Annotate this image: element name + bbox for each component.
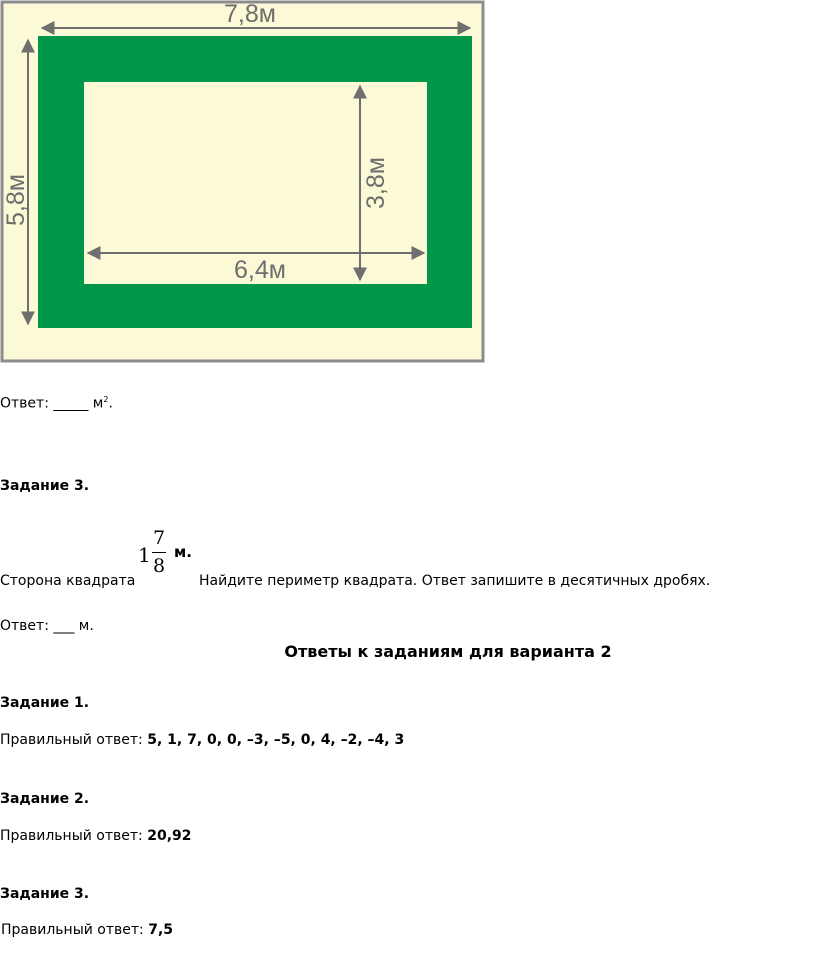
q2-answer-sup: 2 [103, 395, 109, 404]
answer1-label: Правильный ответ: [0, 732, 148, 748]
answer1-heading: Задание 1. [0, 695, 90, 711]
fraction-numerator: 7 [153, 527, 166, 549]
task3-answer-line: Ответ: ___ м. [0, 618, 94, 634]
answer3-line [1, 922, 173, 938]
task3-text-before: Сторона квадрата [0, 573, 136, 589]
task3-heading: Задание 3. [0, 478, 90, 494]
label-inner-right: 3,8м [362, 157, 390, 209]
fraction-unit: м. [174, 543, 192, 561]
answer3-label: Правильный ответ: [1, 922, 149, 938]
answer2-label: Правильный ответ: [0, 828, 148, 844]
answers-title: Ответы к заданиям для варианта 2 [284, 642, 612, 661]
answer2-line [0, 828, 192, 844]
q2-answer-prefix: Ответ: _____ м [0, 395, 104, 412]
answer3-value: 7,5 [148, 922, 174, 938]
q2-answer-suffix: . [108, 395, 113, 412]
task3-text-after: Найдите периметр квадрата. Ответ запишите в десятичных дробях. [199, 573, 711, 589]
fraction-denominator: 8 [153, 555, 166, 577]
mixed-fraction [138, 527, 208, 583]
frame-diagram [0, 0, 486, 364]
answer1-line [0, 732, 404, 748]
fraction-bar [152, 552, 166, 553]
answer2-heading: Задание 2. [0, 791, 90, 807]
label-top: 7,8м [224, 0, 276, 28]
label-left: 5,8м [2, 174, 30, 226]
answer1-value: 5, 1, 7, 0, 0, –3, –5, 0, 4, –2, –4, 3 [147, 732, 405, 748]
label-inner-bottom: 6,4м [234, 256, 286, 284]
answer2-value: 20,92 [147, 828, 192, 844]
answer3-heading: Задание 3. [0, 886, 90, 902]
q2-answer-line [0, 395, 113, 412]
fraction-whole: 1 [138, 543, 151, 567]
